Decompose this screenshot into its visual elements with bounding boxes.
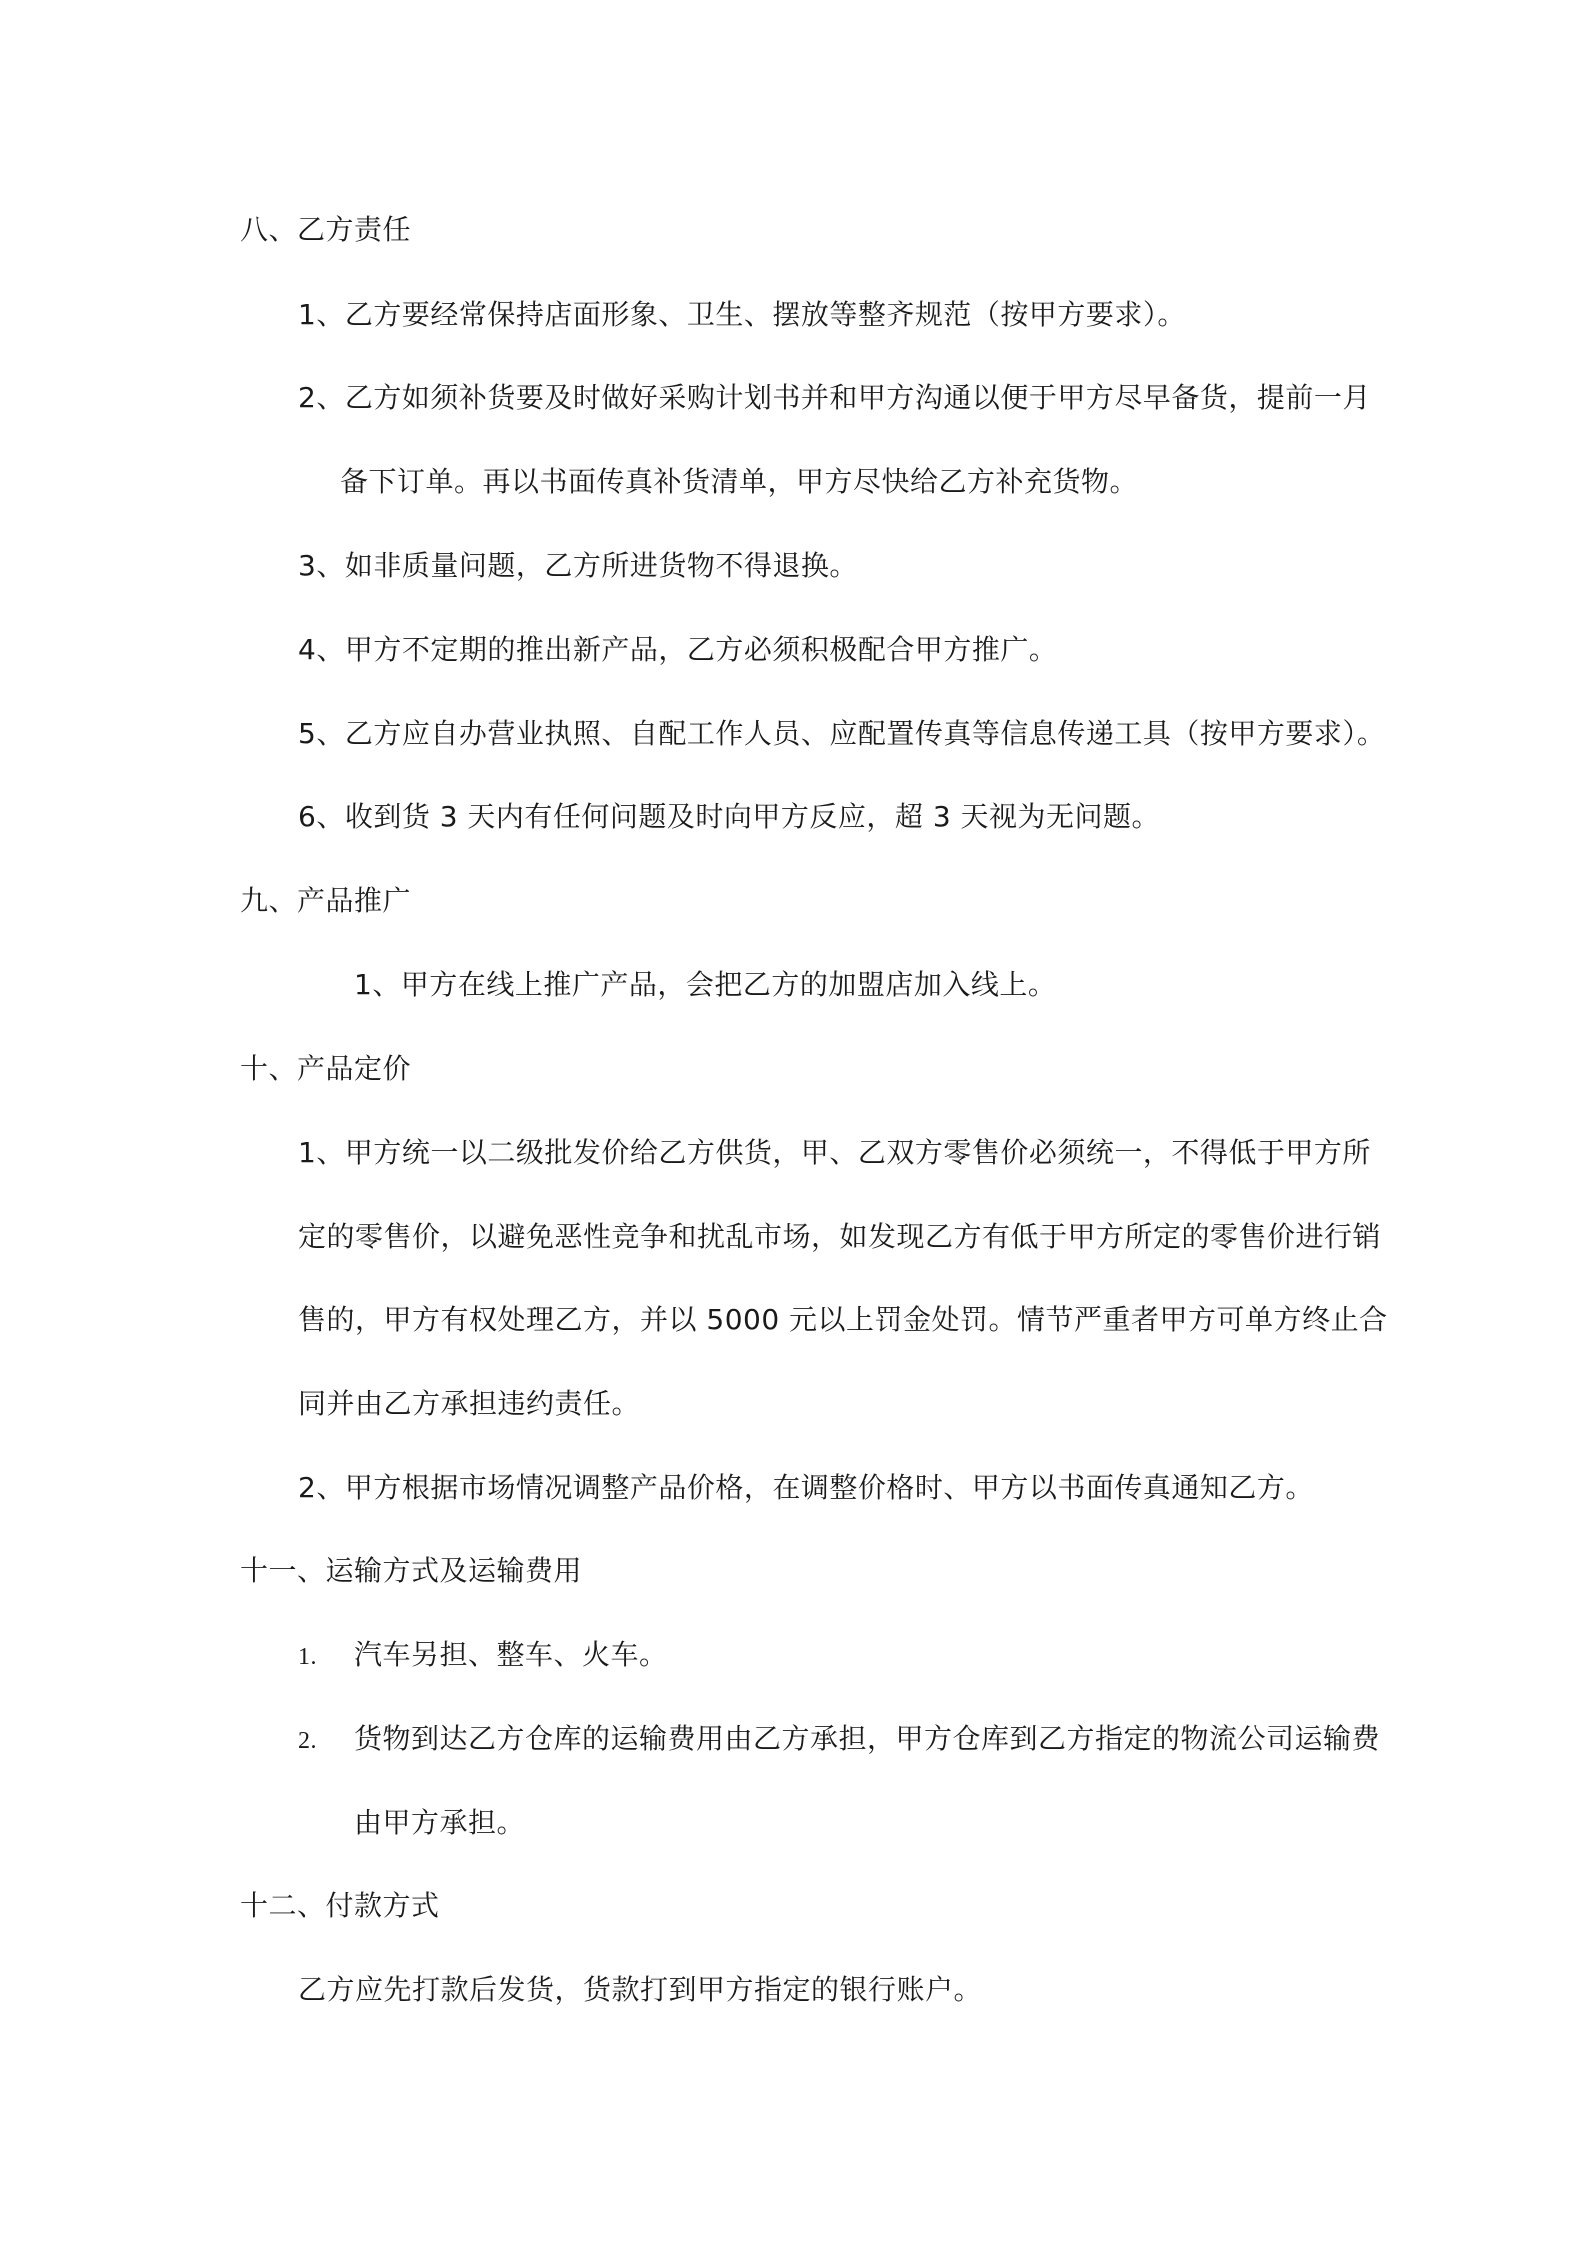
paragraph: 定的零售价，以避免恶性竞争和扰乱市场，如发现乙方有低于甲方所定的零售价进行销 [298, 1220, 1382, 1253]
paragraph: 1、甲方统一以二级批发价给乙方供货，甲、乙双方零售价必须统一，不得低于甲方所 [298, 1136, 1371, 1169]
list-number: 1. [298, 1644, 317, 1670]
paragraph: 货物到达乙方仓库的运输费用由乙方承担，甲方仓库到乙方指定的物流公司运输费 [354, 1722, 1381, 1755]
paragraph: 2、甲方根据市场情况调整产品价格，在调整价格时、甲方以书面传真通知乙方。 [298, 1471, 1314, 1504]
paragraph: 售的，甲方有权处理乙方，并以 5000 元以上罚金处罚。情节严重者甲方可单方终止合 [298, 1303, 1388, 1336]
section-heading: 十二、付款方式 [240, 1889, 440, 1922]
paragraph: 3、如非质量问题，乙方所进货物不得退换。 [298, 549, 858, 582]
section-heading: 九、产品推广 [240, 884, 412, 917]
paragraph: 由甲方承担。 [354, 1806, 526, 1839]
section-heading: 十、产品定价 [240, 1052, 412, 1085]
paragraph: 汽车另担、整车、火车。 [354, 1638, 668, 1671]
list-number: 2. [298, 1728, 317, 1754]
paragraph: 同并由乙方承担违约责任。 [298, 1387, 641, 1420]
paragraph: 1、乙方要经常保持店面形象、卫生、摆放等整齐规范（按甲方要求）。 [298, 298, 1186, 331]
paragraph: 2、乙方如须补货要及时做好采购计划书并和甲方沟通以便于甲方尽早备货，提前一月 [298, 381, 1371, 414]
paragraph: 5、乙方应自办营业执照、自配工作人员、应配置传真等信息传递工具（按甲方要求）。 [298, 717, 1386, 750]
paragraph: 备下订单。再以书面传真补货清单，甲方尽快给乙方补充货物。 [340, 465, 1139, 498]
section-heading: 八、乙方责任 [240, 213, 412, 246]
paragraph: 6、收到货 3 天内有任何问题及时向甲方反应，超 3 天视为无问题。 [298, 800, 1161, 833]
section-heading: 十一、运输方式及运输费用 [240, 1554, 583, 1587]
paragraph: 1、甲方在线上推广产品，会把乙方的加盟店加入线上。 [354, 968, 1057, 1001]
paragraph: 乙方应先打款后发货，货款打到甲方指定的银行账户。 [298, 1973, 983, 2006]
paragraph: 4、甲方不定期的推出新产品，乙方必须积极配合甲方推广。 [298, 633, 1058, 666]
